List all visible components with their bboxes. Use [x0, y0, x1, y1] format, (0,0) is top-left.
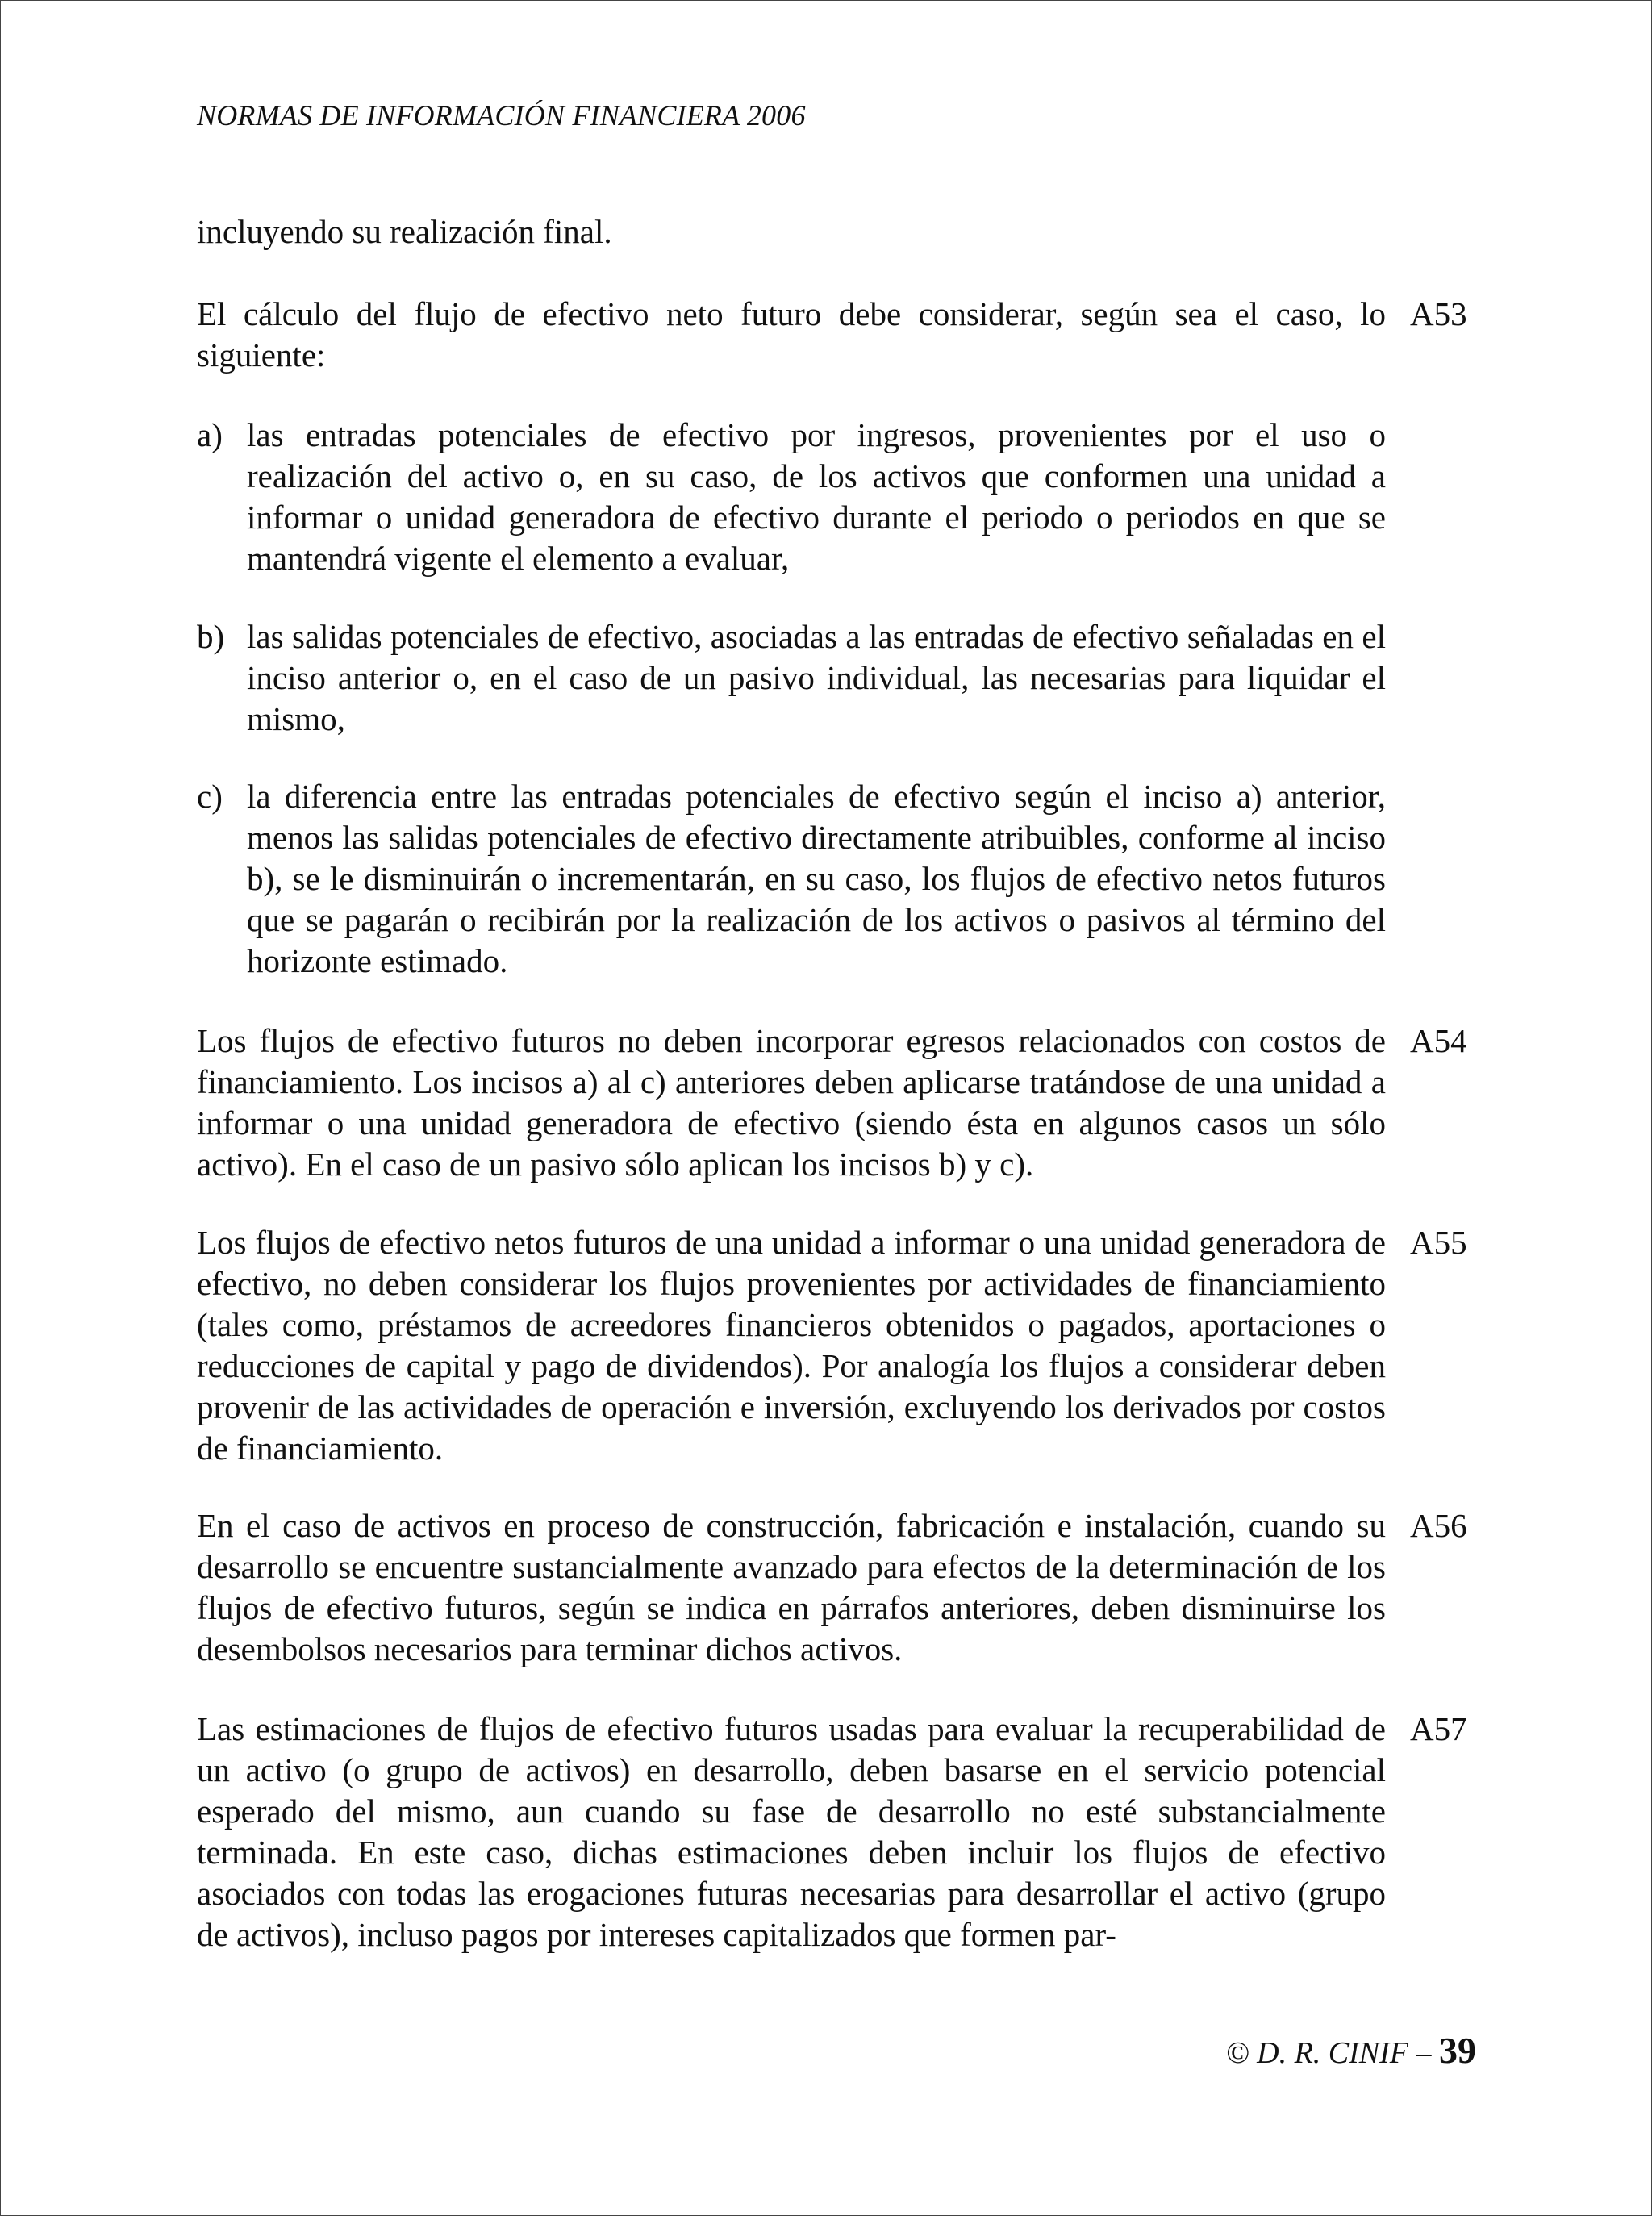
paragraph-a53: El cálculo del flujo de efectivo neto futuro debe considerar, según sea el caso, lo siguiente:: [197, 295, 1386, 374]
list-item-c: [197, 776, 1386, 982]
paragraph-number-a57: A57: [1410, 1710, 1467, 1747]
list-label-a: a): [197, 416, 223, 453]
paragraph-number-a54: A54: [1410, 1022, 1467, 1059]
list-label-b: b): [197, 618, 225, 655]
list-text-b: las salidas potenciales de efectivo, asociadas a las entradas de efectivo señaladas en el inciso anterior o, en el caso de un pasivo individual, las necesarias para liquidar el mismo,: [247, 618, 1386, 737]
list-label-c: c): [197, 778, 223, 815]
running-header: NORMAS DE INFORMACIÓN FINANCIERA 2006: [197, 99, 806, 131]
paragraph-a57: Las estimaciones de flujos de efectivo futuros usadas para evaluar la recuperabilidad de un activo (o grupo de activos) en desarrollo, deben basarse en el servicio potencial esperado del mismo, aun cuando su fase de desarrollo no esté substancialmente terminada. En este caso, dichas estimaciones deben incluir los flujos de efectivo asociados con todas las erogaciones futuras necesarias para desarrollar el activo (grupo de activos), incluso pagos por intereses capitalizados que formen par-: [197, 1710, 1386, 1953]
paragraph-number-a55: A55: [1410, 1224, 1467, 1261]
paragraph-a56: En el caso de activos en proceso de construcción, fabricación e instalación, cuando su desarrollo se encuentre sustancialmente avanzado para efectos de la determinación de los flujos de efectivo futuros, según se indica en párrafos anteriores, deben disminuirse los desembolsos necesarios para terminar dichos activos.: [197, 1507, 1386, 1667]
list-text-c: la diferencia entre las entradas potenciales de efectivo según el inciso a) anterior, menos las salidas potenciales de efectivo directamente atribuibles, conforme al inciso b), se le disminuirán o incrementarán, en su caso, los flujos de efectivo netos futuros que se pagarán o recibirán por la realización de los activos o pasivos al término del horizonte estimado.: [247, 778, 1386, 979]
paragraph-number-a56: A56: [1410, 1507, 1467, 1544]
paragraph-a54: Los flujos de efectivo futuros no deben incorporar egresos relacionados con costos de financiamiento. Los incisos a) al c) anteriores deben aplicarse tratándose de una unidad a informar o una unidad generadora de efectivo (siendo ésta en algunos casos un sólo activo). En el caso de un pasivo sólo aplican los incisos b) y c).: [197, 1022, 1386, 1183]
list-item-b: [197, 616, 1386, 740]
paragraph-a55: Los flujos de efectivo netos futuros de una unidad a informar o una unidad generadora de efectivo, no deben considerar los flujos provenientes por actividades de financiamiento (tales como, préstamos de acreedores financieros obtenidos o pagados, aportaciones o reducciones de capital y pago de dividendos). Por analogía los flujos a considerar deben provenir de las actividades de operación e inversión, excluyendo los derivados por costos de financiamiento.: [197, 1224, 1386, 1467]
paragraph-continuation: incluyendo su realización final.: [197, 213, 612, 250]
paragraph-number-a53: A53: [1410, 295, 1467, 332]
copyright-text: © D. R. CINIF –: [1225, 2036, 1439, 2070]
list-item-a: [197, 415, 1386, 579]
page-footer: [1226, 2029, 1476, 2072]
list-text-a: las entradas potenciales de efectivo por ingresos, provenientes por el uso o realización del activo o, en su caso, de los activos que conformen una unidad a informar o unidad generadora de efectivo durante el periodo o periodos en que se mantendrá vigente el elemento a evaluar,: [247, 416, 1386, 577]
page-number: 39: [1439, 2030, 1476, 2071]
